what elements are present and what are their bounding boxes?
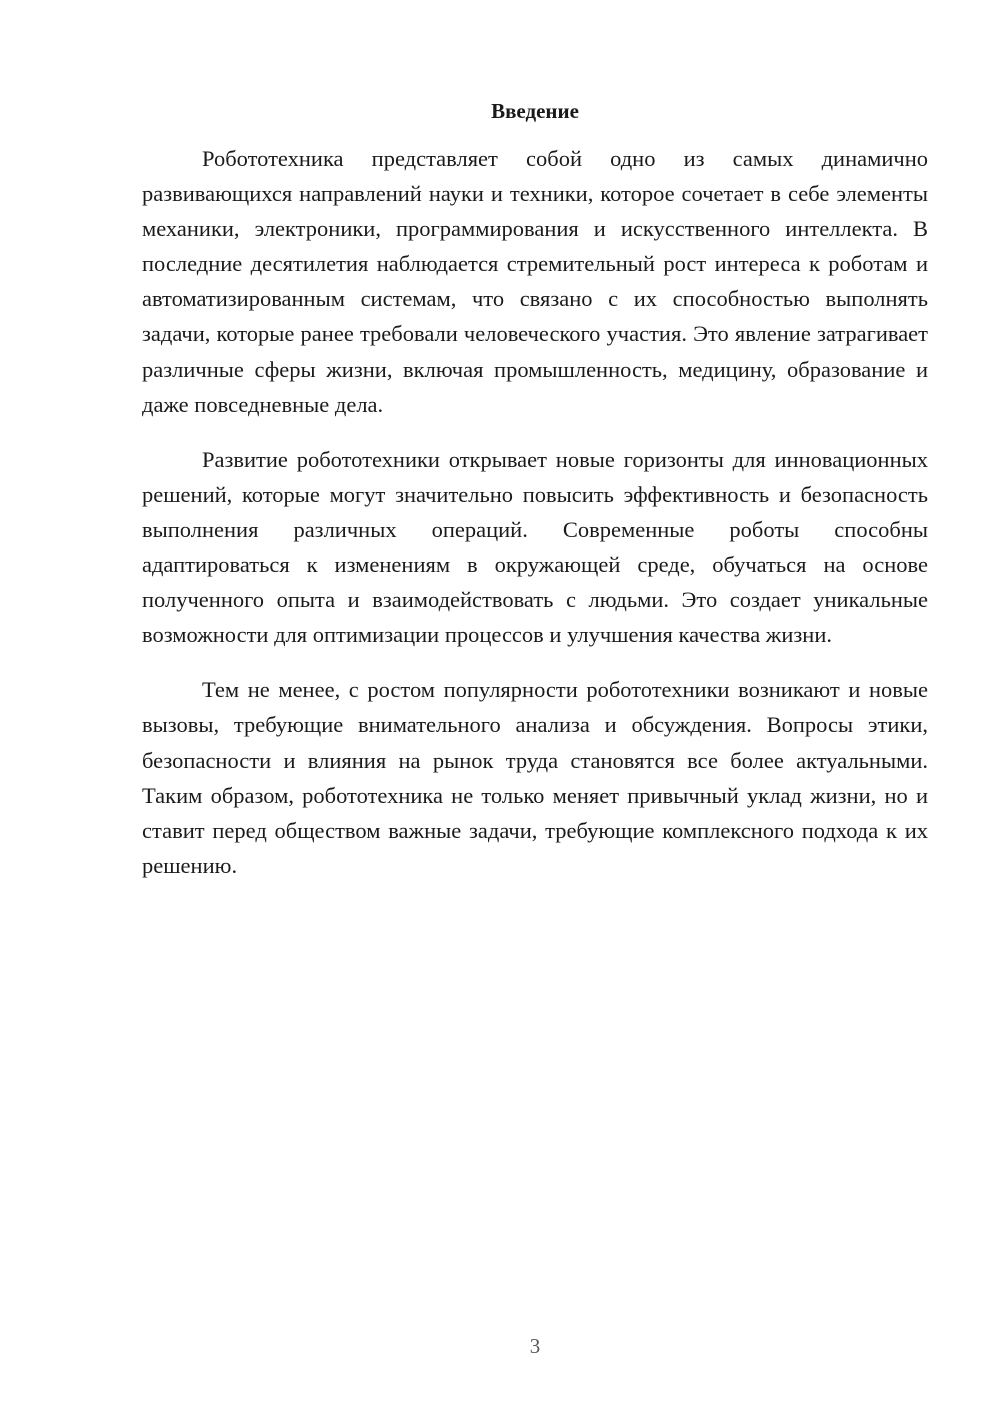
- page-number: 3: [529, 1334, 541, 1358]
- paragraph-2: Развитие робототехники открывает новые горизонты для инновационных решений, которые могут значительно повысить эффективность и безопасность выполнения различных операций. Современные роботы способны адаптироваться к изменениям в окружающей среде, обучаться на основе полученного опыта и взаимодействовать с людьми. Это создает уникальные возможности для оптимизации процессов и улучшения качества жизни.: [142, 446, 928, 648]
- paragraph-3: Тем не менее, с ростом популярности робототехники возникают и новые вызовы, требующие внимательного анализа и обсуждения. Вопросы этики, безопасности и влияния на рынок труда становятся все более актуальными. Таким образом, робототехника не только меняет привычный уклад жизни, но и ставит перед обществом важные задачи, требующие комплексного подхода к их решению.: [142, 677, 928, 878]
- section-heading: Введение: [491, 99, 579, 123]
- paragraph-1: Робототехника представляет собой одно из самых динамично развивающихся направлений науки и техники, которое сочетает в себе элементы механики, электроники, программирования и искусственного интеллекта. В последние десятилетия наблюдается стремительный рост интереса к роботам и автоматизированным системам, что связано с их способностью выполнять задачи, которые ранее требовали человеческого участия. Это явление затрагивает различные сферы жизни, включая промышленность, медицину, образование и даже повседневные дела.: [142, 146, 928, 417]
- body-text: [142, 141, 928, 903]
